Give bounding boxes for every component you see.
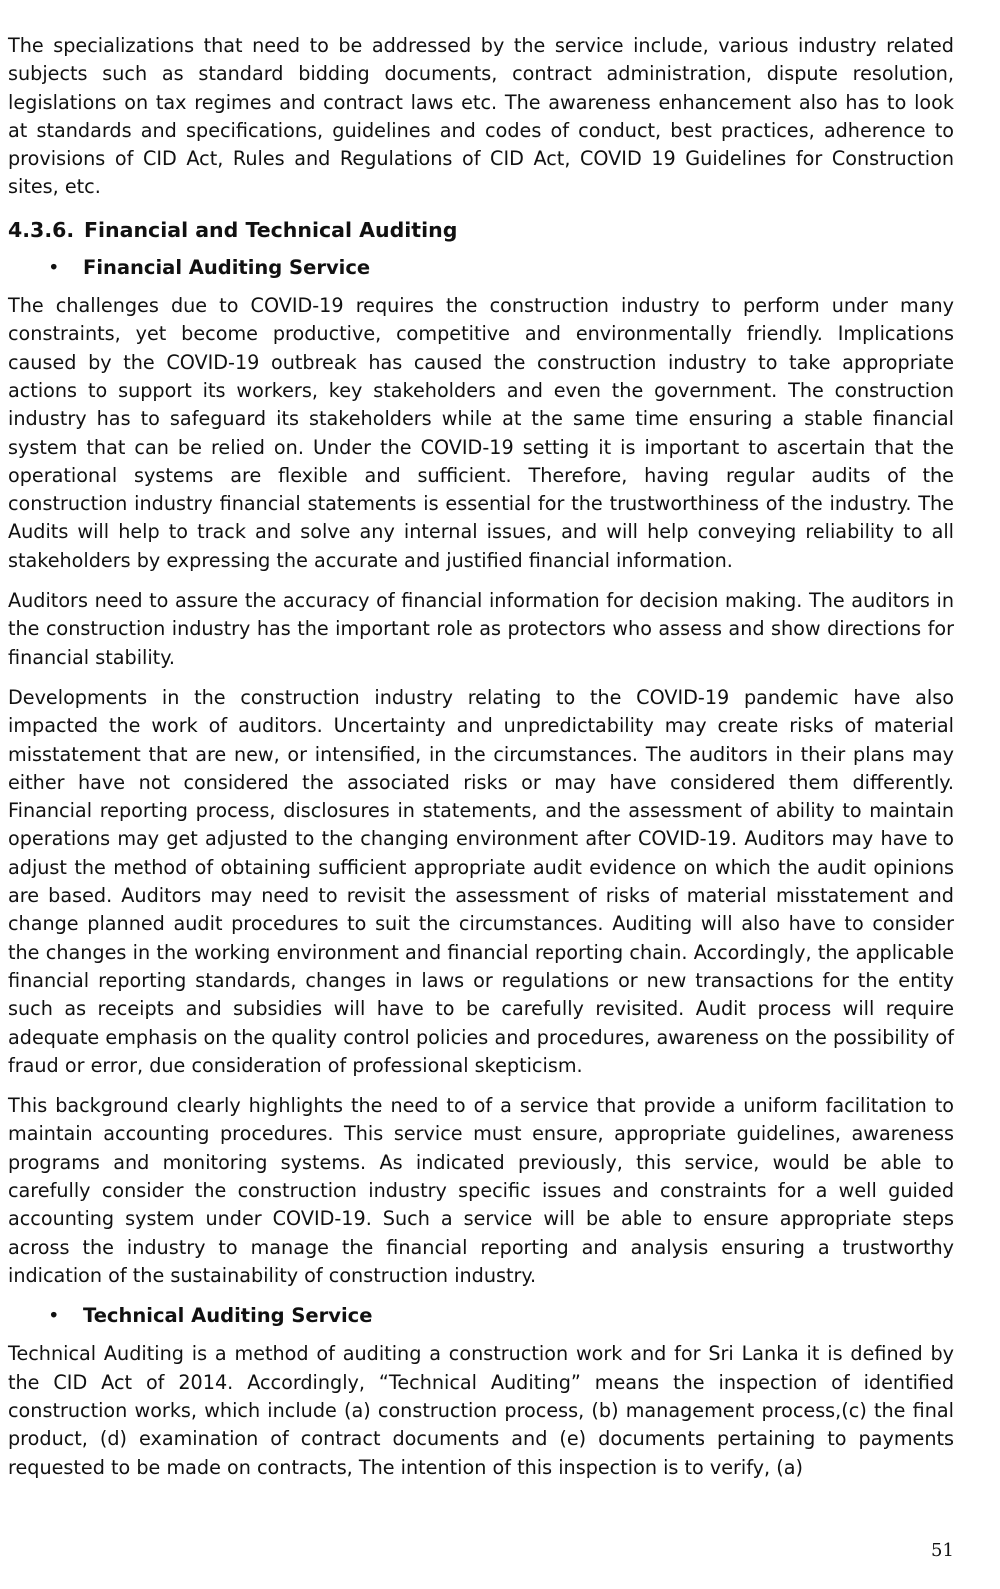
paragraph-challenges: The challenges due to COVID-19 requires the construction industry to perform under many constraints, yet become productive, competitive and environmentally friendly. Implications caused by the COVID-19 outbreak has caused the construction industry to take appropriate actions to support its workers, key stakeholders and even the government. The construction industry has to safeguard its stakeholders while at the same time ensuring a stable financial system that can be relied on. Under the COVID-19 setting it is important to ascertain that the operational systems are flexible and sufficient. Therefore, having regular audits of the construction industry financial statements is essential for the trustworthiness of the industry. The Audits will help to track and solve any internal issues, and will help conveying reliability to all stakeholders by expressing the accurate and justified financial information. xyxy=(8,294,954,572)
page-number: 51 xyxy=(931,1540,954,1561)
bullet-label: Technical Auditing Service xyxy=(83,1304,373,1328)
paragraph-specializations: The specializations that need to be addressed by the service include, various industry related subjects such as standard bidding documents, contract administration, dispute resolution, legislations on tax regimes and contract laws etc. The awareness enhancement also has to look at standards and specifications, guidelines and codes of conduct, best practices, adherence to provisions of CID Act, Rules and Regulations of CID Act, COVID 19 Guidelines for Construction sites, etc. xyxy=(8,34,954,199)
document-page xyxy=(8,32,954,1494)
paragraph-auditors-role: Auditors need to assure the accuracy of financial information for decision making. The auditors in the construction industry has the important role as protectors who assess and show directions for financial stability. xyxy=(8,589,954,669)
bullet-technical-auditing xyxy=(8,1302,954,1330)
bullet-dot-icon: • xyxy=(48,1304,60,1328)
section-heading xyxy=(8,216,954,244)
bullet-label: Financial Auditing Service xyxy=(83,255,371,279)
paragraph-technical-auditing: Technical Auditing is a method of auditing a construction work and for Sri Lanka it is defined by the CID Act of 2014. Accordingly, “Technical Auditing” means the inspection of identified construction works, which include (a) construction process, (b) management process,(c) the final product, (d) examination of contract documents and (e) documents pertaining to payments requested to be made on contracts, The intention of this inspection is to verify, (a) xyxy=(8,1342,954,1479)
paragraph-background: This background clearly highlights the need to of a service that provide a uniform facilitation to maintain accounting procedures. This service must ensure, appropriate guidelines, awareness programs and monitoring systems. As indicated previously, this service, would be able to carefully consider the construction industry specific issues and constraints for a well guided accounting system under COVID-19. Such a service will be able to ensure appropriate steps across the industry to manage the financial reporting and analysis ensuring a trustworthy indication of the sustainability of construction industry. xyxy=(8,1094,954,1287)
section-number: 4.3.6. xyxy=(8,217,75,242)
bullet-financial-auditing xyxy=(8,254,954,282)
section-title: Financial and Technical Auditing xyxy=(84,217,458,242)
bullet-dot-icon: • xyxy=(48,255,60,279)
paragraph-developments: Developments in the construction industry relating to the COVID-19 pandemic have also impacted the work of auditors. Uncertainty and unpredictability may create risks of material misstatement that are new, or intensified, in the circumstances. The auditors in their plans may either have not considered the associated risks or may have considered them differently. Financial reporting process, disclosures in statements, and the assessment of ability to maintain operations may get adjusted to the changing environment after COVID-19. Auditors may have to adjust the method of obtaining sufficient appropriate audit evidence on which the audit opinions are based. Auditors may need to revisit the assessment of risks of material misstatement and change planned audit procedures to suit the circumstances. Auditing will also have to consider the changes in the working environment and financial reporting chain. Accordingly, the applicable financial reporting standards, changes in laws or regulations or new transactions for the entity such as receipts and subsidies will have to be carefully revisited. Audit process will require adequate emphasis on the quality control policies and procedures, awareness on the possibility of fraud or error, due consideration of professional skepticism. xyxy=(8,685,954,1077)
